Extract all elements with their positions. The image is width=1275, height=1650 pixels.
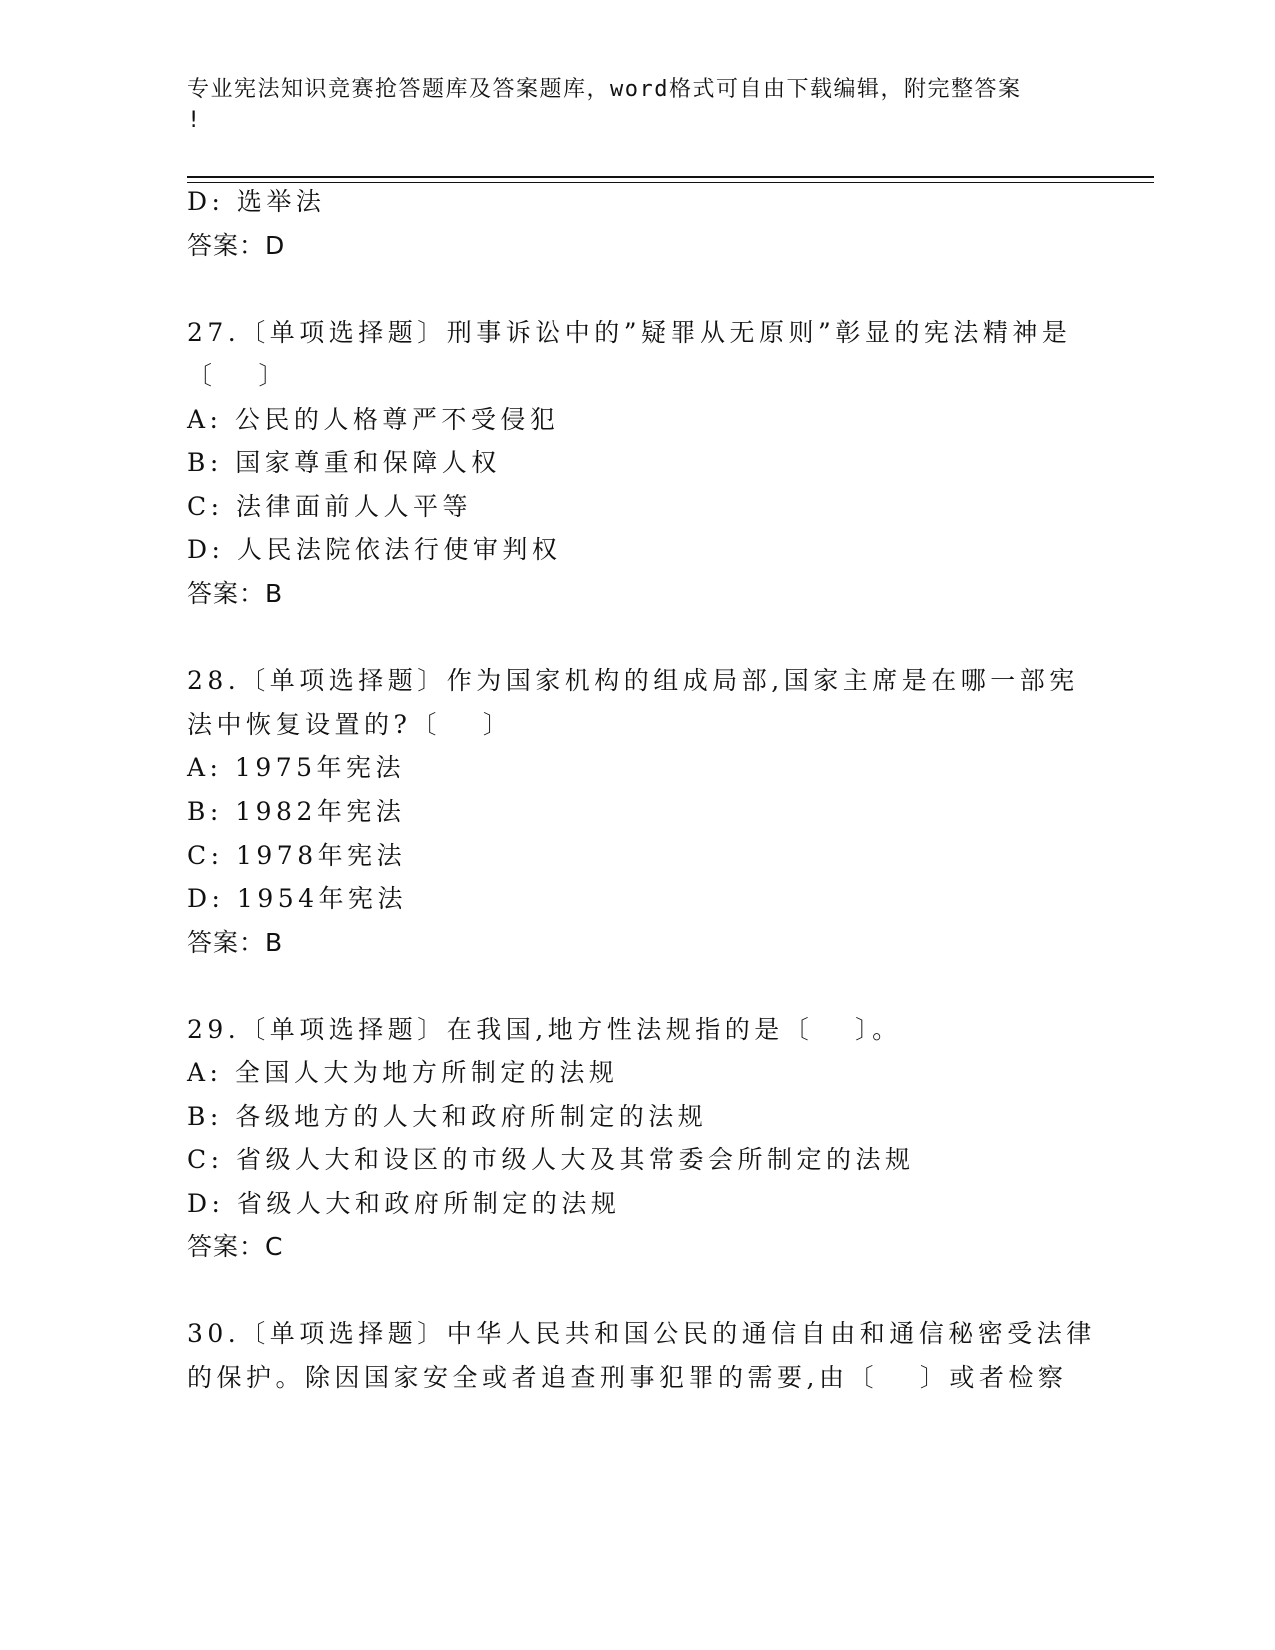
header-line-1: 专业宪法知识竞赛抢答题库及答案题库，word格式可自由下载编辑，附完整答案 xyxy=(187,77,1022,102)
option-line: B: 国家尊重和保障人权 xyxy=(187,448,501,477)
header-divider-thin xyxy=(187,182,1154,183)
option-line: A: 全国人大为地方所制定的法规 xyxy=(187,1058,619,1087)
question-line: 27.〔单项选择题〕刑事诉讼中的”疑罪从无原则”彰显的宪法精神是 xyxy=(187,318,1072,347)
option-line: A: 1975年宪法 xyxy=(187,753,406,782)
option-line: D: 1954年宪法 xyxy=(187,884,408,913)
answer-line: 答案：C xyxy=(187,1232,284,1261)
option-line: C: 法律面前人人平等 xyxy=(187,492,472,521)
question-line: 28.〔单项选择题〕作为国家机构的组成局部,国家主席是在哪一部宪 xyxy=(187,666,1079,695)
option-line: D: 选举法 xyxy=(187,187,326,216)
option-line: C: 省级人大和设区的市级人大及其常委会所制定的法规 xyxy=(187,1145,915,1174)
option-line: D: 人民法院依法行使审判权 xyxy=(187,535,562,564)
option-line: D: 省级人大和政府所制定的法规 xyxy=(187,1189,621,1218)
page-header xyxy=(187,74,1067,136)
answer-line: 答案：D xyxy=(187,231,286,260)
option-line: B: 1982年宪法 xyxy=(187,797,406,826)
question-line: 30.〔单项选择题〕中华人民共和国公民的通信自由和通信秘密受法律 xyxy=(187,1319,1096,1348)
option-line: C: 1978年宪法 xyxy=(187,841,407,870)
answer-line: 答案：B xyxy=(187,579,284,608)
header-line-2: ! xyxy=(187,108,202,133)
answer-line: 答案：B xyxy=(187,928,284,957)
question-line: 〔 〕 xyxy=(187,361,288,390)
question-line: 的保护。除因国家安全或者追查刑事犯罪的需要,由〔 〕或者检察 xyxy=(187,1363,1068,1392)
question-line: 29.〔单项选择题〕在我国,地方性法规指的是〔 〕。 xyxy=(187,1015,902,1044)
option-line: B: 各级地方的人大和政府所制定的法规 xyxy=(187,1102,708,1131)
header-divider-thick xyxy=(187,176,1154,178)
question-line: 法中恢复设置的?〔 〕 xyxy=(187,710,513,739)
option-line: A: 公民的人格尊严不受侵犯 xyxy=(187,405,560,434)
